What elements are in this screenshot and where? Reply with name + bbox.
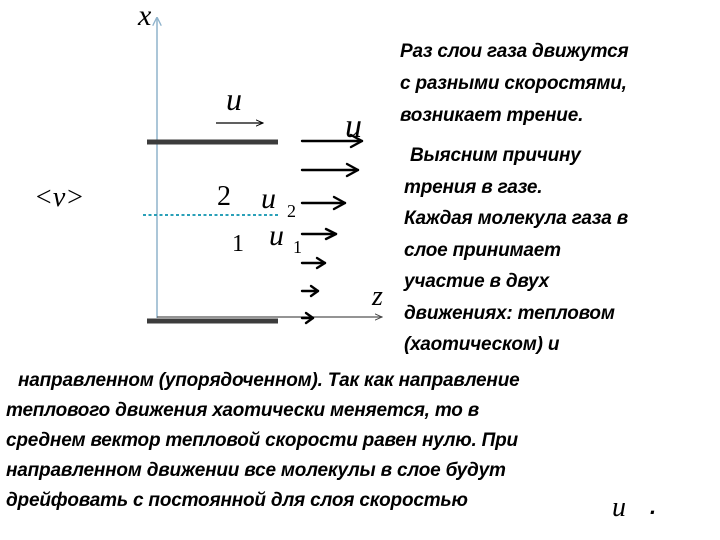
mean-velocity-label: <v> <box>34 182 85 213</box>
velocity-u1-subscript: 1 <box>293 237 302 257</box>
layer-2-label: 2 <box>217 181 231 212</box>
velocity-arrow-2 <box>302 164 358 176</box>
text-line: направленном движении все молекулы в слое будут <box>6 460 506 481</box>
velocity-u2-subscript: 2 <box>287 201 296 221</box>
text-line: трения в газе. <box>404 176 543 198</box>
friction-cause-text <box>404 140 716 361</box>
text-line: среднем вектор тепловой скорости равен нулю. При <box>6 430 518 451</box>
final-velocity-symbol: u <box>612 492 626 523</box>
text-line: Раз слои газа движутся <box>400 41 629 62</box>
x-axis-label: x <box>138 0 152 32</box>
text-line: направленном (упорядоченном). Так как направление <box>18 370 520 391</box>
text-line: участие в двух <box>404 271 549 292</box>
velocity-u2-symbol: u <box>261 182 276 215</box>
text-line: слое принимает <box>404 239 561 261</box>
layer-1-label: 1 <box>232 231 244 257</box>
velocity-arrow-6 <box>302 286 318 296</box>
velocity-arrow-5 <box>302 258 325 268</box>
text-line: дрейфовать с постоянной для слоя скоростью <box>6 490 468 511</box>
right-velocity-label: u <box>345 108 362 145</box>
velocity-profile-arrows <box>302 135 362 323</box>
text-line: Выясним причину <box>410 145 581 166</box>
motion-explanation-text <box>6 366 710 516</box>
text-line: возникает трение. <box>400 105 584 126</box>
text-line: (хаотическом) и <box>404 334 560 355</box>
friction-intro-text <box>400 36 716 132</box>
top-velocity-label: u <box>226 81 242 117</box>
velocity-arrow-3 <box>302 197 345 209</box>
text-line: Каждая молекула газа в <box>404 208 628 229</box>
velocity-u1-symbol: u <box>269 219 284 252</box>
text-line: с разными скоростями, <box>400 73 627 94</box>
final-period: . <box>650 494 656 519</box>
velocity-arrow-4 <box>302 229 336 239</box>
velocity-arrow-7 <box>302 313 313 323</box>
text-line: движениях: тепловом <box>404 302 615 324</box>
z-axis-label: z <box>372 281 383 312</box>
text-line: теплового движения хаотически меняется, то в <box>6 400 480 421</box>
